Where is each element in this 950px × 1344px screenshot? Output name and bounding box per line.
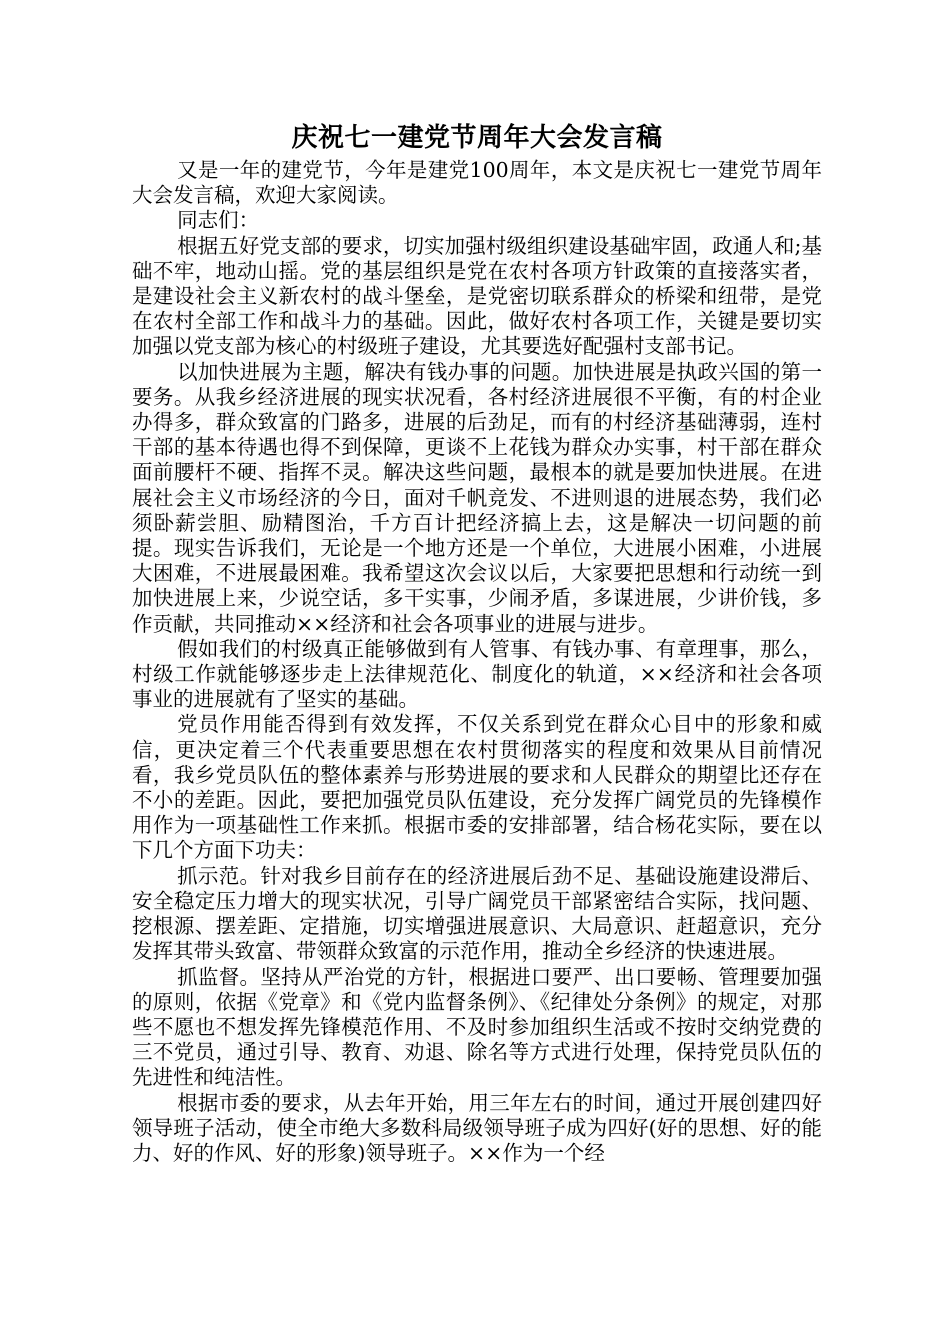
paragraph-leadership: 根据市委的要求，从去年开始，用三年左右的时间，通过开展创建四好领导班子活动，使全市绝大多数科局级领导班子成为四好(好的思想、好的能力、好的作风、好的形象)领导班子。××作为一个经 xyxy=(132,1090,822,1165)
paragraph-salutation: 同志们： xyxy=(177,208,260,233)
paragraph-party-branch: 根据五好党支部的要求，切实加强村级组织建设基础牢固，政通人和;基础不牢，地动山摇。党的基层组织是党在农村各项方针政策的直接落实者，是建设社会主义新农村的战斗堡垒，是党密切联系群众的桥梁和纽带，是党在农村全部工作和战斗力的基础。因此，做好农村各项工作，关键是要切实加强以党支部为核心的村级班子建设，尤其要选好配强村支部书记。 xyxy=(132,233,822,359)
document-title: 庆祝七一建党节周年大会发言稿 xyxy=(291,123,663,153)
paragraph-party-members: 党员作用能否得到有效发挥，不仅关系到党在群众心目中的形象和威信，更决定着三个代表重要思想在农村贯彻落实的程度和效果从目前情况看，我乡党员队伍的整体素养与形势进展的要求和人民群众的期望比还存在不小的差距。因此，要把加强党员队伍建设，充分发挥广阔党员的先锋模作用作为一项基础性工作来抓。根据市委的安排部署，结合杨花实际，要在以下几个方面下功夫： xyxy=(132,712,822,863)
paragraph-intro: 又是一年的建党节，今年是建党100周年，本文是庆祝七一建党节周年大会发言稿，欢迎大家阅读。 xyxy=(132,158,822,208)
paragraph-village-work: 假如我们的村级真正能够做到有人管事、有钱办事、有章理事，那么，村级工作就能够逐步走上法律规范化、制度化的轨道，××经济和社会各项事业的进展就有了坚实的基础。 xyxy=(132,636,822,712)
paragraph-demonstration: 抓示范。针对我乡目前存在的经济进展后劲不足、基础设施建设滞后、安全稳定压力增大的现实状况，引导广阔党员干部紧密结合实际，找问题、挖根源、摆差距、定措施，切实增强进展意识、大局意识、赶超意识，充分发挥其带头致富、带领群众致富的示范作用，推动全乡经济的快速进展。 xyxy=(132,863,822,964)
document-body xyxy=(132,118,822,1166)
paragraph-development: 以加快进展为主题，解决有钱办事的问题。加快进展是执政兴国的第一要务。从我乡经济进展的现实状况看，各村经济进展很不平衡，有的村企业办得多，群众致富的门路多，进展的后劲足，而有的村经济基础薄弱，连村干部的基本待遇也得不到保障，更谈不上花钱为群众办实事，村干部在群众面前腰杆不硬、指挥不灵。解决这些问题，最根本的就是要加快进展。在进展社会主义市场经济的今日，面对千帆竞发、不进则退的进展态势，我们必须卧薪尝胆、励精图治，千方百计把经济搞上去，这是解决一切问题的前提。现实告诉我们，无论是一个地方还是一个单位，大进展小困难，小进展大困难，不进展最困难。我希望这次会议以后，大家要把思想和行动统一到加快进展上来，少说空话，多干实事，少闹矛盾，多谋进展，少讲价钱，多作贡献，共同推动××经济和社会各项事业的进展与进步。 xyxy=(132,359,822,636)
paragraph-supervision: 抓监督。坚持从严治党的方针，根据进口要严、出口要畅、管理要加强的原则，依据《党章》和《党内监督条例》、《纪律处分条例》的规定，对那些不愿也不想发挥先锋模范作用、不及时参加组织生活或不按时交纳党费的三不党员，通过引导、教育、劝退、除名等方式进行处理，保持党员队伍的先进性和纯洁性。 xyxy=(132,964,822,1090)
